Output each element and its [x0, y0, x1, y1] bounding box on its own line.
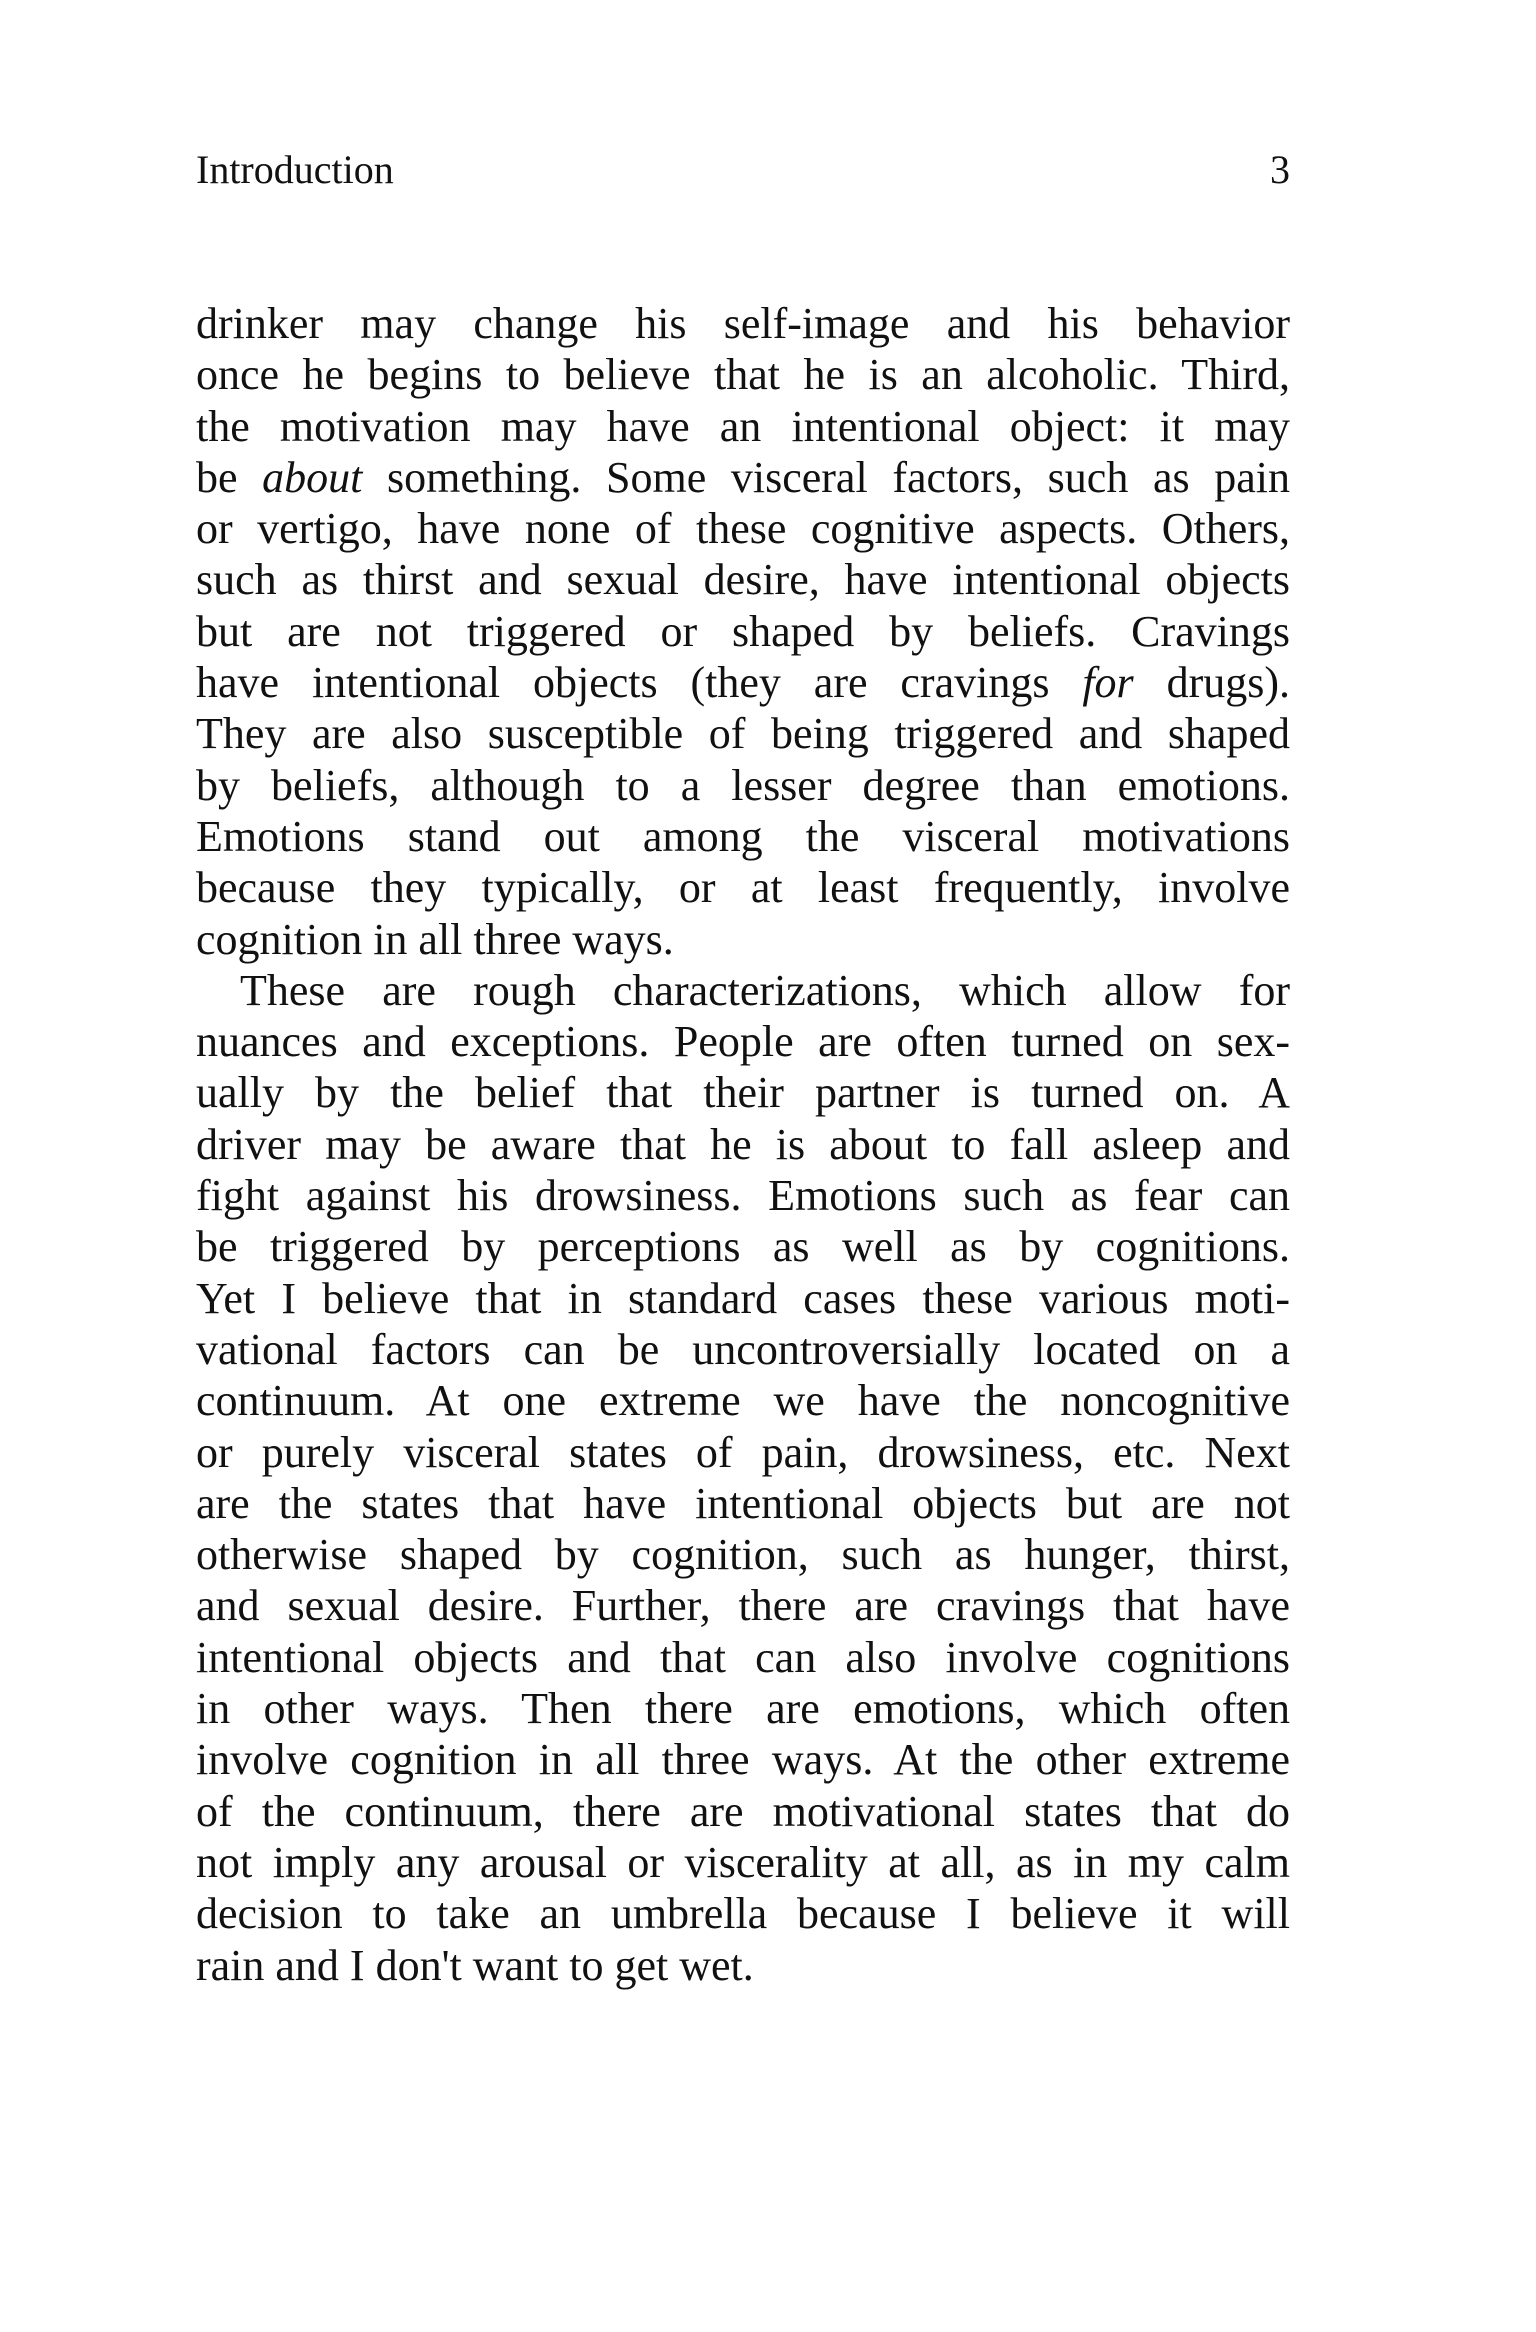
text-line: or vertigo, have none of these cognitive aspects. Others,: [196, 504, 1290, 554]
text-line: have intentional objects (they are cravings for drugs).: [196, 658, 1290, 708]
text-line: and sexual desire. Further, there are cravings that have: [196, 1581, 1290, 1631]
text-line: These are rough characterizations, which allow for: [240, 965, 1290, 1015]
text-line: rain and I don't want to get wet.: [196, 1940, 754, 1990]
text-line: nuances and exceptions. People are often turned on sex-: [196, 1017, 1290, 1067]
emphasis: for: [1082, 658, 1134, 708]
text-line: in other ways. Then there are emotions, which often: [196, 1684, 1290, 1734]
paragraph: [196, 965, 1290, 1991]
text-line: driver may be aware that he is about to fall asleep and: [196, 1119, 1290, 1169]
text-line: fight against his drowsiness. Emotions such as fear can: [196, 1171, 1290, 1221]
text-line: Emotions stand out among the visceral motivations: [196, 811, 1290, 861]
text-line: the motivation may have an intentional object: it may: [196, 401, 1290, 451]
text-line: They are also susceptible of being triggered and shaped: [196, 709, 1290, 759]
text-line: such as thirst and sexual desire, have intentional objects: [196, 555, 1290, 605]
text-line: intentional objects and that can also involve cognitions: [196, 1632, 1290, 1682]
text-line: drinker may change his self-image and his behavior: [196, 299, 1290, 348]
text-line: once he begins to believe that he is an alcoholic. Third,: [196, 350, 1290, 400]
text-line: continuum. At one extreme we have the noncognitive: [196, 1376, 1290, 1426]
text-line: not imply any arousal or viscerality at all, as in my calm: [196, 1837, 1290, 1887]
text-line: of the continuum, there are motivational states that do: [196, 1786, 1290, 1836]
text-line: but are not triggered or shaped by beliefs. Cravings: [196, 606, 1290, 656]
text-line: involve cognition in all three ways. At the other extreme: [196, 1735, 1290, 1785]
text-line: or purely visceral states of pain, drowsiness, etc. Next: [196, 1427, 1290, 1477]
page-number: 3: [1270, 147, 1290, 192]
text-line: vational factors can be uncontroversially located on a: [196, 1324, 1290, 1374]
text-line: be triggered by perceptions as well as by cognitions.: [196, 1222, 1290, 1272]
text-line: be about something. Some visceral factors, such as pain: [196, 452, 1290, 502]
text-line: cognition in all three ways.: [196, 914, 674, 964]
paragraph: [196, 298, 1290, 965]
text-line: by beliefs, although to a lesser degree than emotions.: [196, 760, 1290, 810]
running-head: [196, 140, 1290, 200]
text-line: ually by the belief that their partner is turned on. A: [196, 1068, 1290, 1118]
chapter-title: Introduction: [196, 147, 394, 192]
text-line: because they typically, or at least frequently, involve: [196, 863, 1290, 913]
emphasis: about: [262, 452, 363, 502]
text-line: Yet I believe that in standard cases these various moti-: [196, 1273, 1290, 1323]
body-text: [196, 298, 1290, 1991]
text-line: are the states that have intentional objects but are not: [196, 1478, 1290, 1528]
text-line: otherwise shaped by cognition, such as hunger, thirst,: [196, 1530, 1290, 1580]
text-line: decision to take an umbrella because I believe it will: [196, 1889, 1290, 1939]
